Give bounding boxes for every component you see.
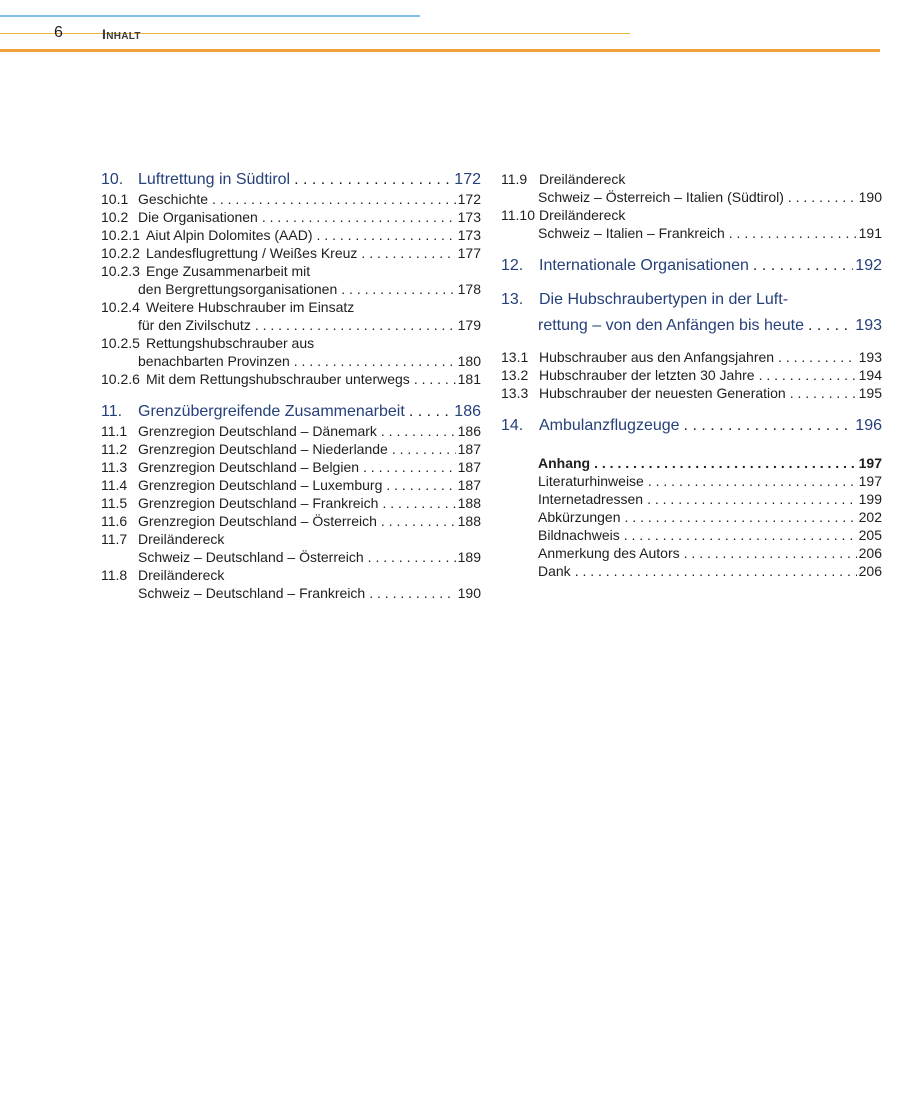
- entry-page: 199: [858, 491, 882, 507]
- toc-entry-11-3[interactable]: [101, 458, 481, 476]
- entry-page: 196: [855, 417, 882, 434]
- entry-number: 10.2.3: [101, 263, 140, 279]
- entry-title-line2: den Bergrettungsorganisationen: [138, 281, 338, 297]
- toc-entry-internet[interactable]: [501, 490, 882, 508]
- entry-number: 12.: [501, 257, 524, 274]
- toc-chapter-12[interactable]: [501, 256, 882, 276]
- toc-entry-abkuerzungen[interactable]: [501, 508, 882, 526]
- entry-number: 11.7: [101, 531, 128, 547]
- entry-page: 193: [855, 317, 882, 334]
- entry-title: Hubschrauber der neuesten Generation: [539, 385, 786, 401]
- entry-page: 178: [457, 281, 481, 297]
- entry-page: 192: [855, 257, 882, 274]
- entry-title: Die Organisationen: [138, 209, 258, 225]
- entry-page: 188: [457, 495, 481, 511]
- entry-number: 13.: [501, 291, 524, 308]
- entry-title-line2: Schweiz – Deutschland – Frankreich: [138, 585, 366, 601]
- entry-number: 13.1: [501, 349, 529, 365]
- toc-entry-10-2-3[interactable]: [101, 262, 481, 298]
- entry-title: Grenzregion Deutschland – Belgien: [138, 459, 360, 475]
- entry-title-line2: Schweiz – Österreich – Italien (Südtirol): [538, 189, 784, 205]
- toc-entry-10-2-2[interactable]: [101, 244, 481, 262]
- entry-number: 14.: [501, 417, 524, 434]
- toc-entry-dank[interactable]: [501, 562, 882, 580]
- toc-entry-literatur[interactable]: [501, 472, 882, 490]
- toc-entry-10-2-6[interactable]: [101, 370, 481, 388]
- entry-title: Grenzregion Deutschland – Niederlande: [138, 441, 388, 457]
- entry-title-line2: Schweiz – Deutschland – Österreich: [138, 549, 364, 565]
- entry-title: Anhang: [538, 455, 591, 471]
- entry-title: Hubschrauber aus den Anfangsjahren: [539, 349, 775, 365]
- entry-title: Internationale Organisationen: [539, 257, 749, 274]
- toc-entry-anhang[interactable]: [501, 454, 882, 472]
- entry-title-line1: Dreiländereck: [539, 207, 626, 223]
- entry-page: 186: [457, 423, 481, 439]
- entry-page: 187: [457, 441, 481, 457]
- toc-entry-11-1[interactable]: [101, 422, 481, 440]
- toc-entry-11-7[interactable]: [101, 530, 481, 566]
- entry-title-line1: Die Hubschraubertypen in der Luft-: [539, 291, 789, 308]
- entry-title-line1: Dreiländereck: [138, 567, 225, 583]
- entry-title-line1: Enge Zusammenarbeit mit: [146, 263, 311, 279]
- toc-column-right: [501, 170, 882, 580]
- entry-number: 10.2.4: [101, 299, 140, 315]
- toc-entry-10-2-5[interactable]: [101, 334, 481, 370]
- toc-entry-10-2[interactable]: [101, 208, 481, 226]
- entry-number: 11.5: [101, 495, 128, 511]
- entry-page: 172: [457, 191, 481, 207]
- toc-entry-13-2[interactable]: [501, 366, 882, 384]
- entry-title: Ambulanzflugzeuge: [539, 417, 680, 434]
- entry-page: 181: [457, 371, 481, 387]
- entry-number: 11.1: [101, 423, 128, 439]
- entry-title: Abkürzungen: [538, 509, 621, 525]
- toc-entry-11-5[interactable]: [101, 494, 481, 512]
- page-number: 6: [54, 24, 63, 41]
- entry-number: 11.9: [501, 171, 528, 187]
- entry-number: 11.2: [101, 441, 128, 457]
- entry-number: 13.3: [501, 385, 529, 401]
- header-rule-blue: [0, 15, 420, 17]
- entry-title: Grenzregion Deutschland – Österreich: [138, 513, 377, 529]
- entry-page: 205: [858, 527, 882, 543]
- toc-entry-11-8[interactable]: [101, 566, 481, 602]
- toc-chapter-10[interactable]: [101, 170, 481, 190]
- toc-entry-10-2-1[interactable]: [101, 226, 481, 244]
- header-rule-yellow: [0, 33, 630, 34]
- toc-chapter-13[interactable]: [501, 290, 882, 336]
- entry-number: 10.2.2: [101, 245, 140, 261]
- toc-entry-anmerkung[interactable]: [501, 544, 882, 562]
- entry-number: 10.2: [101, 209, 129, 225]
- entry-title: Anmerkung des Autors: [538, 545, 680, 561]
- entry-page: 187: [457, 459, 481, 475]
- entry-number: 10.2.6: [101, 371, 140, 387]
- toc-entry-11-2[interactable]: [101, 440, 481, 458]
- entry-title: Luftrettung in Südtirol: [138, 171, 291, 188]
- entry-title: Grenzregion Deutschland – Dänemark: [138, 423, 377, 439]
- entry-title: Grenzregion Deutschland – Luxemburg: [138, 477, 383, 493]
- entry-title: Literaturhinweise: [538, 473, 644, 489]
- entry-page: 179: [457, 317, 481, 333]
- entry-title: Bildnachweis: [538, 527, 620, 543]
- entry-number: 10.: [101, 171, 124, 188]
- entry-title-line2: benachbarten Provinzen: [138, 353, 290, 369]
- toc-entry-11-6[interactable]: [101, 512, 481, 530]
- entry-page: 195: [858, 385, 882, 401]
- entry-title: Grenzübergreifende Zusammenarbeit: [138, 403, 405, 420]
- entry-number: 13.2: [501, 367, 529, 383]
- entry-number: 10.2.5: [101, 335, 140, 351]
- entry-page: 188: [457, 513, 481, 529]
- entry-title: Internetadressen: [538, 491, 644, 507]
- entry-page: 190: [457, 585, 481, 601]
- entry-page: 197: [858, 455, 882, 471]
- entry-page: 191: [858, 225, 882, 241]
- entry-page: 194: [858, 367, 882, 383]
- toc-entry-13-3[interactable]: [501, 384, 882, 402]
- toc-entry-bildnachweis[interactable]: [501, 526, 882, 544]
- entry-page: 186: [454, 403, 481, 420]
- entry-page: 197: [858, 473, 882, 489]
- toc-entry-10-1[interactable]: [101, 190, 481, 208]
- toc-entry-11-9[interactable]: [501, 170, 882, 206]
- entry-number: 10.2.1: [101, 227, 140, 243]
- entry-page: 173: [457, 209, 481, 225]
- entry-page: 206: [858, 545, 882, 561]
- toc-column-left: [101, 170, 481, 602]
- entry-page: 173: [457, 227, 481, 243]
- entry-title: Landesflugrettung / Weißes Kreuz: [146, 245, 358, 261]
- entry-number: 11.6: [101, 513, 128, 529]
- entry-page: 202: [858, 509, 882, 525]
- entry-title-line2: für den Zivilschutz: [138, 317, 251, 333]
- entry-page: 187: [457, 477, 481, 493]
- entry-title: Mit dem Rettungshubschrauber unterwegs: [146, 371, 410, 387]
- entry-title: Hubschrauber der letzten 30 Jahre: [539, 367, 755, 383]
- entry-number: 11.: [101, 403, 123, 420]
- entry-title: Geschichte: [138, 191, 209, 207]
- entry-title-line1: Dreiländereck: [138, 531, 225, 547]
- toc-chapter-14[interactable]: [501, 416, 882, 436]
- header-title: Inhalt: [102, 26, 141, 42]
- entry-page: 180: [457, 353, 481, 369]
- entry-page: 172: [454, 171, 481, 188]
- toc-chapter-11[interactable]: [101, 402, 481, 422]
- entry-page: 189: [457, 549, 481, 565]
- toc-entry-13-1[interactable]: [501, 348, 882, 366]
- toc-entry-10-2-4[interactable]: [101, 298, 481, 334]
- entry-title-line2: Schweiz – Italien – Frankreich: [538, 225, 725, 241]
- toc-entry-11-4[interactable]: [101, 476, 481, 494]
- entry-page: 193: [858, 349, 882, 365]
- entry-number: 10.1: [101, 191, 129, 207]
- entry-page: 206: [858, 563, 882, 579]
- entry-page: 190: [858, 189, 882, 205]
- entry-title: Dank: [538, 563, 571, 579]
- entry-title-line1: Dreiländereck: [539, 171, 626, 187]
- entry-number: 11.4: [101, 477, 128, 493]
- entry-number: 11.3: [101, 459, 128, 475]
- entry-title: Grenzregion Deutschland – Frankreich: [138, 495, 379, 511]
- toc-entry-11-10[interactable]: [501, 206, 882, 242]
- entry-title: Aiut Alpin Dolomites (AAD): [146, 227, 313, 243]
- entry-number: 11.8: [101, 567, 128, 583]
- entry-page: 177: [457, 245, 481, 261]
- entry-number: 11.10: [501, 207, 535, 223]
- entry-title-line1: Rettungshubschrauber aus: [146, 335, 315, 351]
- entry-title-line2: rettung – von den Anfängen bis heute: [538, 317, 804, 334]
- header-rule-orange: [0, 49, 880, 52]
- entry-title-line1: Weitere Hubschrauber im Einsatz: [146, 299, 355, 315]
